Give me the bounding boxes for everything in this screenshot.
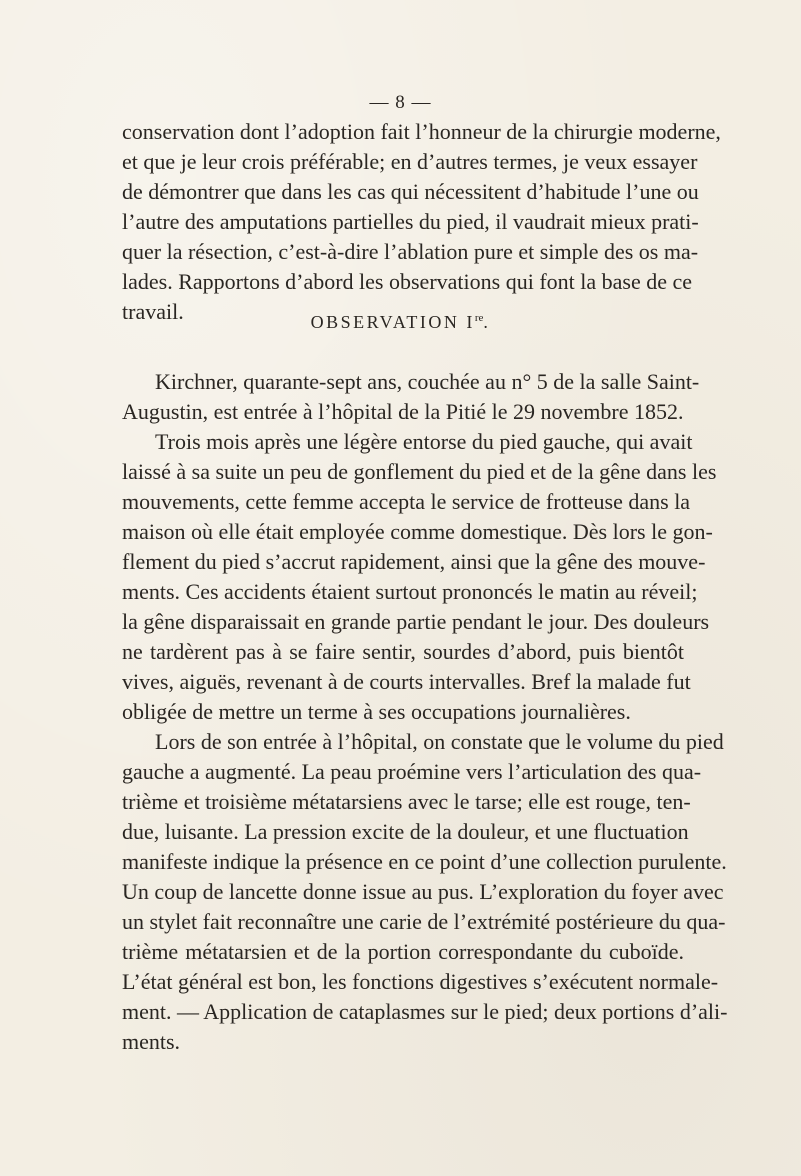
text-line: ments. — [122, 1029, 181, 1054]
text-line: Trois mois après une légère entorse du pied gauche, qui avait — [155, 429, 693, 454]
text-line: obligée de mettre un terme à ses occupations journalières. — [122, 699, 631, 724]
text-line: flement du pied s’accrut rapidement, ainsi que la gêne des mouve- — [122, 549, 706, 574]
text-line: la gêne disparaissait en grande partie pendant le jour. Des douleurs — [122, 609, 710, 634]
text-line: conservation dont l’adoption fait l’honneur de la chirurgie moderne, — [122, 119, 721, 144]
text-line: manifeste indique la présence en ce point d’une collection purulente. — [122, 849, 727, 874]
text-line: ne tardèrent pas à se faire sentir, sourdes d’abord, puis bientôt — [122, 639, 684, 664]
text-line: un stylet fait reconnaître une carie de l’extrémité postérieure du qua- — [122, 909, 726, 934]
text-line: quer la résection, c’est-à-dire l’ablation pure et simple des os ma- — [122, 239, 699, 264]
page-number: — 8 — — [369, 92, 432, 113]
text-line: travail. — [122, 299, 184, 324]
text-line: lades. Rapportons d’abord les observations qui font la base de ce — [122, 269, 693, 294]
heading-suffix: . — [483, 312, 491, 332]
text-line: mouvements, cette femme accepta le service de frotteuse dans la — [122, 489, 691, 514]
text-line: de démontrer que dans les cas qui nécessitent d’habitude l’une ou — [122, 179, 699, 204]
text-line: Lors de son entrée à l’hôpital, on constate que le volume du pied — [155, 729, 724, 754]
heading-text: OBSERVATION I — [310, 312, 475, 332]
text-line: et que je leur crois préférable; en d’autres termes, je veux essayer — [122, 149, 698, 174]
text-line: ments. Ces accidents étaient surtout prononcés le matin au réveil; — [122, 579, 698, 604]
text-line: laissé à sa suite un peu de gonflement du pied et de la gêne dans les — [122, 459, 717, 484]
text-line: trième métatarsien et de la portion correspondante du cuboïde. — [122, 939, 684, 964]
text-line: trième et troisième métatarsiens avec le tarse; elle est rouge, ten- — [122, 789, 691, 814]
text-line: vives, aiguës, revenant à de courts intervalles. Bref la malade fut — [122, 669, 691, 694]
observation-heading — [0, 312, 801, 333]
text-line: Un coup de lancette donne issue au pus. L’exploration du foyer avec — [122, 879, 724, 904]
text-line: maison où elle était employée comme domestique. Dès lors le gon- — [122, 519, 713, 544]
text-line: L’état général est bon, les fonctions digestives s’exécutent normale- — [122, 969, 719, 994]
text-line: gauche a augmenté. La peau proémine vers l’articulation des qua- — [122, 759, 702, 784]
text-line: due, luisante. La pression excite de la douleur, et une fluctuation — [122, 819, 689, 844]
text-line: l’autre des amputations partielles du pied, il vaudrait mieux prati- — [122, 209, 699, 234]
heading-superscript: re — [474, 312, 484, 324]
text-line: ment. — Application de cataplasmes sur le pied; deux portions d’ali- — [122, 999, 728, 1024]
text-line: Augustin, est entrée à l’hôpital de la Pitié le 29 novembre 1852. — [122, 399, 684, 424]
text-line: Kirchner, quarante-sept ans, couchée au n° 5 de la salle Saint- — [155, 369, 700, 394]
